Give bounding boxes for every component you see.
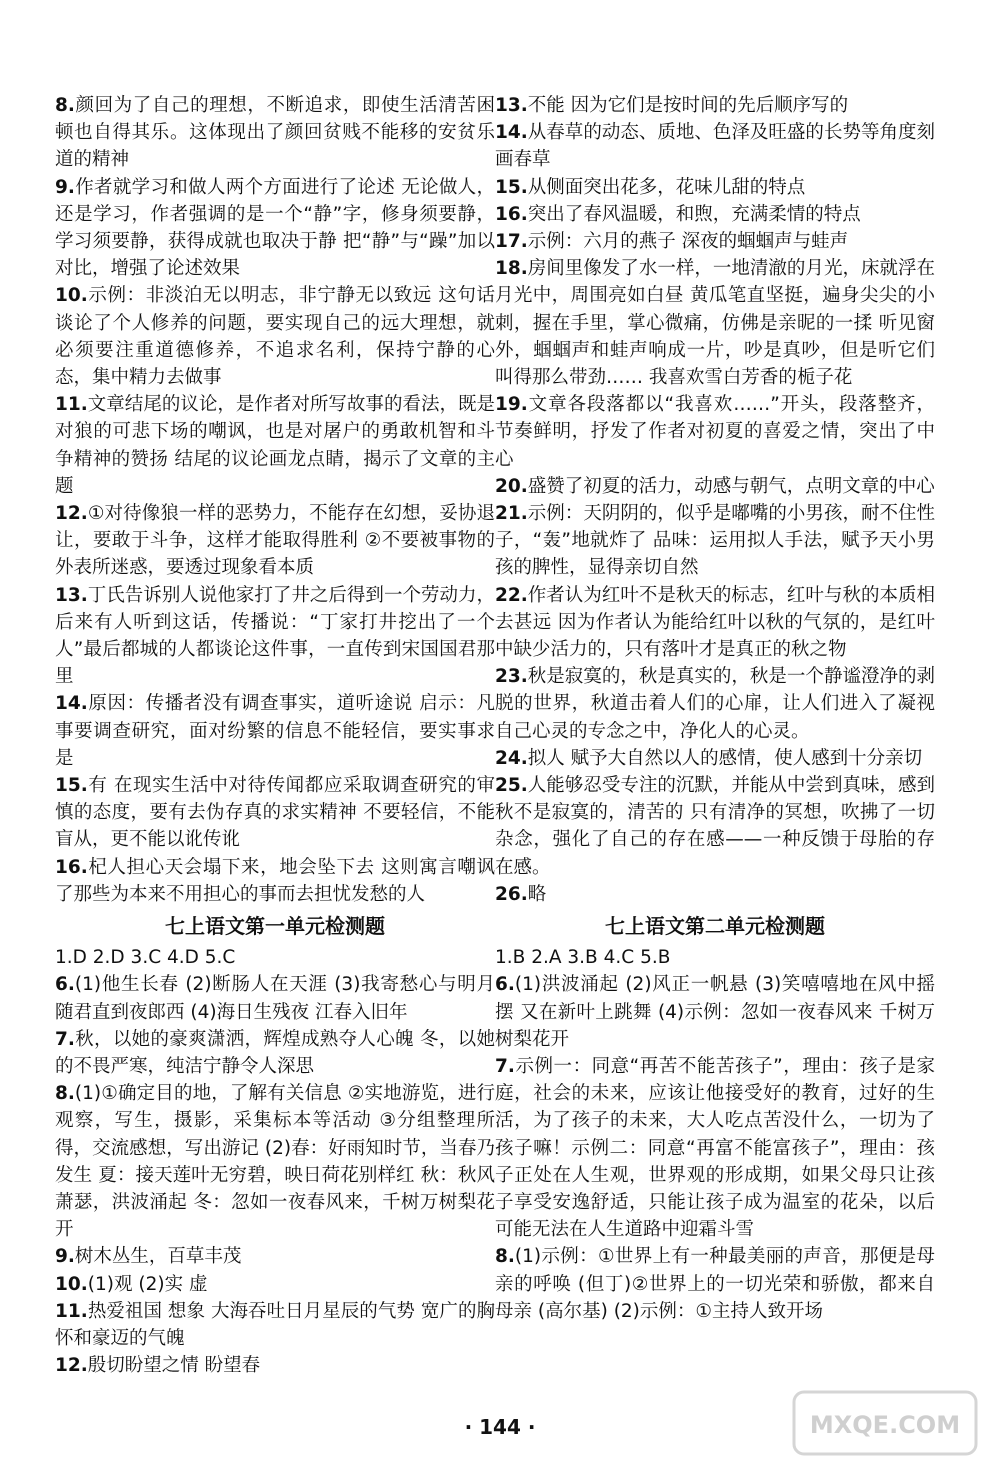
answer-number: 7. [55,1028,75,1050]
answer-number: 15. [55,775,88,797]
answer-number: 18. [495,258,528,280]
answer-number: 9. [55,1246,75,1268]
answer-item [495,745,935,772]
answer-item [495,201,935,228]
answer-item [495,255,935,391]
answer-text: 1.D 2.D 3.C 4.D 5.C [55,947,236,969]
answer-text: 从侧面突出花多，花味儿甜的特点 [527,176,806,198]
answer-text: 略 [527,883,547,905]
answer-number: 6. [55,974,75,996]
answer-item [495,500,935,582]
answer-item [55,1080,495,1243]
answer-number: 16. [495,203,528,225]
answer-item [495,663,935,745]
answer-text: 作者认为红叶不是秋天的标志，红叶与秋的本质相去甚远 因为作者认为能给红叶以秋的气氛的，是红叶中缺少活力的，只有落叶才是真正的秋之物 [495,584,935,661]
answer-item [495,391,935,473]
answer-number: 10. [55,285,88,307]
answer-item [495,92,935,119]
answer-text: 杞人担心天会塌下来，地会坠下去 这则寓言嘲讽了那些为本来不用担心的事而去担忧发愁的人 [55,856,495,905]
watermark-logo [790,1388,980,1458]
answer-text: 殷切盼望之情 盼望春 [87,1355,261,1377]
answer-text: 原因：传播者没有调查事实，道听途说 启示：凡事要调查研究，面对纷繁的信息不能轻信，要实事求是 [55,693,495,769]
answer-text: 人能够忍受专注的沉默，并能从中尝到真味，感到秋不是寂寞的，清苦的 只有清净的冥想，吹拂了一切杂念，强化了自己的存在感——一种反馈于母胎的存在感。 [495,775,935,878]
answer-item [495,971,935,1053]
answer-item [55,944,495,971]
answer-item [495,582,935,664]
section-heading: 七上语文第一单元检测题 [165,914,385,939]
answer-number: 7. [495,1055,515,1077]
answer-text: 颜回为了自己的理想，不断追求，即使生活清苦困顿也自得其乐。这体现出了颜回贫贱不能移的安贫乐道的精神 [55,95,495,171]
answer-number: 9. [55,176,75,198]
answer-item [495,1053,935,1243]
answer-number: 14. [495,122,528,144]
answer-number: 8. [55,95,75,116]
answer-text: 盛赞了初夏的活力，动感与朝气，点明文章的中心 [527,475,935,497]
answer-number: 8. [495,1246,515,1268]
answer-number: 14. [55,693,88,715]
answer-text: 房间里像发了水一样，一地清澈的月光，床就浮在月光中，周围亮如白昼 黄瓜笔直坚挺，遍身尖尖的小刺，握在手里，掌心微痛，仿佛是亲昵的一揉 听见窗外，蝈蝈声和蛙声响成一片，吵是真吵，但是听它们叫得那么带劲…… 我喜欢雪白芳香的栀子花 [495,258,935,389]
answer-number: 16. [55,856,88,878]
answer-number: 23. [495,666,528,688]
answer-item [55,1271,495,1298]
answer-text: 从春草的动态、质地、色泽及旺盛的长势等角度刻画春草 [495,122,935,171]
answer-text: 树木丛生，百草丰茂 [74,1246,242,1268]
answer-item [495,772,935,881]
answer-number: 21. [495,503,528,525]
answer-number: 10. [55,1273,88,1295]
answer-item [495,944,935,971]
answer-item [55,282,495,391]
answer-item [55,854,495,908]
answer-text: (1)示例：①世界上有一种最美丽的声音，那便是母亲的呼唤 (但丁)②世界上的一切光荣和骄傲，都来自母亲 (高尔基) (2)示例：①主持人致开场 [495,1246,935,1322]
answer-item [55,92,495,174]
answer-item [55,690,495,772]
answer-text: 秋是寂寞的，秋是真实的，秋是一个静谧澄净的剥脱的世界，秋道击着人们的心扉，让人们进入了凝视自己心灵的专念之中，净化人的心灵。 [495,666,935,742]
answer-number: 12. [55,503,88,525]
answer-number: 24. [495,747,528,769]
answer-text: ①对待像狼一样的恶势力，不能存在幻想，妥协退让，要敢于斗争，这样才能取得胜利 ②不要被事物的外表所迷惑，要透过现象看本质 [55,503,495,579]
answer-text: 示例：天阴阴的，似乎是嘟嘴的小男孩，耐不住性子，“轰”地就炸了 品味：运用拟人手法，赋予天小男孩的脾性，显得亲切自然 [495,503,935,579]
answer-number: 11. [55,1300,88,1322]
answer-text: 作者就学习和做人两个方面进行了论述 无论做人，还是学习，作者强调的是一个“静”字，修身须要静，学习须要静，获得成就也取决于静 把“静”与“躁”加以对比，增强了论述效果 [55,176,495,280]
answer-item [495,174,935,201]
answer-item [495,228,935,255]
left-column [55,92,495,1379]
answer-number: 6. [495,974,515,996]
section-heading: 七上语文第二单元检测题 [605,914,825,939]
answer-number: 25. [495,775,528,797]
answer-item [55,500,495,582]
answer-item [55,772,495,854]
answer-number: 8. [55,1083,75,1105]
answer-item [55,971,495,1025]
answer-item [55,174,495,283]
answer-item [495,473,935,500]
answer-number: 17. [495,231,528,253]
answer-text: 秋，以她的豪爽潇洒，辉煌成熟夺人心魄 冬，以她的不畏严寒，纯洁宁静令人深思 [55,1028,495,1077]
answer-text: (1)①确定目的地，了解有关信息 ②实地游览，进行观察，写生，摄影，采集标本等活动 ③分组整理所得，交流感想，写出游记 (2)春：好雨知时节，当春乃发生 夏：接天莲叶无穷碧，映日荷花别样红 秋：秋风萧瑟，洪波涌起 冬：忽如一夜春风来，千树万树梨花开 [55,1083,495,1241]
answer-text: (1)他生长春 (2)断肠人在天涯 (3)我寄愁心与明月 随君直到夜郎西 (4)海日生残夜 江春入旧年 [55,974,495,1023]
answer-item [55,1026,495,1080]
answer-item [495,119,935,173]
answer-number: 20. [495,475,528,497]
answer-number: 13. [495,95,528,116]
answer-text: 示例：非淡泊无以明志，非宁静无以致远 这句话谈论了个人修养的问题，要实现自己的远大理想，就必须要注重道德修养，不追求名利，保持宁静的心态，集中精力去做事 [55,285,495,389]
answer-number: 13. [55,584,88,606]
answer-number: 12. [55,1355,88,1377]
answer-text: 丁氏告诉别人说他家打了井之后得到一个劳动力，后来有人听到这话，传播说：“丁家打井挖出了一个人”最后都城的人都谈论这件事，一直传到宋国国君那里 [55,584,495,688]
answer-item [55,391,495,500]
answer-text: 示例：六月的燕子 深夜的蝈蝈声与蛙声 [527,231,849,253]
answer-text: 文章结尾的议论，是作者对所写故事的看法，既是对狼的可悲下场的嘲讽，也是对屠户的勇敢机智和斗争精神的赞扬 结尾的议论画龙点睛，揭示了文章的主题 [55,394,495,497]
watermark-text: MXQE.COM [809,1411,961,1439]
page-number: · 144 · [464,1415,536,1439]
answer-text: (1)观 (2)实 虚 [87,1273,208,1295]
answer-number: 26. [495,883,528,905]
answer-number: 22. [495,584,528,606]
answer-item [55,1352,495,1379]
answer-text: 有 在现实生活中对待传闻都应采取调查研究的审慎的态度，要有去伪存真的求实精神 不要轻信，不能盲从，更不能以讹传讹 [55,775,495,851]
answer-item [495,881,935,908]
answer-text: 示例一：同意“再苦不能苦孩子”，理由：孩子是家庭，社会的未来，应该让他接受好的教育，过好的生活，为了孩子的未来，大人吃点苦没什么，一切为了孩子嘛！示例二：同意“再富不能富孩子”，理由：孩子正处在人生观，世界观的形成期，如果父母只让孩子享受安逸舒适，只能让孩子成为温室的花朵，以后可能无法在人生道路中迎霜斗雪 [495,1055,935,1241]
answer-item [55,1243,495,1270]
answer-item [55,1298,495,1352]
answer-text: 热爱祖国 想象 大海吞吐日月星辰的气势 宽广的胸怀和豪迈的气魄 [55,1300,495,1349]
answer-number: 19. [495,394,528,416]
answer-item [495,1243,935,1325]
answer-text: (1)洪波涌起 (2)风正一帆悬 (3)笑嘻嘻地在风中摇摆 又在新叶上跳舞 (4)示例：忽如一夜春风来 千树万树梨花开 [495,974,935,1050]
answer-text: 文章各段落都以“我喜欢……”开头，段落整齐，节奏鲜明，抒发了作者对初夏的喜爱之情，突出了中心 [495,394,935,470]
right-column [495,92,935,1325]
answer-text: 不能 因为它们是按时间的先后顺序写的 [527,95,849,116]
answer-number: 15. [495,176,528,198]
answer-text: 1.B 2.A 3.B 4.C 5.B [495,947,671,969]
answer-number: 11. [55,394,88,416]
answer-item [55,582,495,691]
answer-text: 拟人 赋予大自然以人的感情，使人感到十分亲切 [527,747,923,769]
answer-text: 突出了春风温暖，和煦，充满柔情的特点 [527,203,861,225]
